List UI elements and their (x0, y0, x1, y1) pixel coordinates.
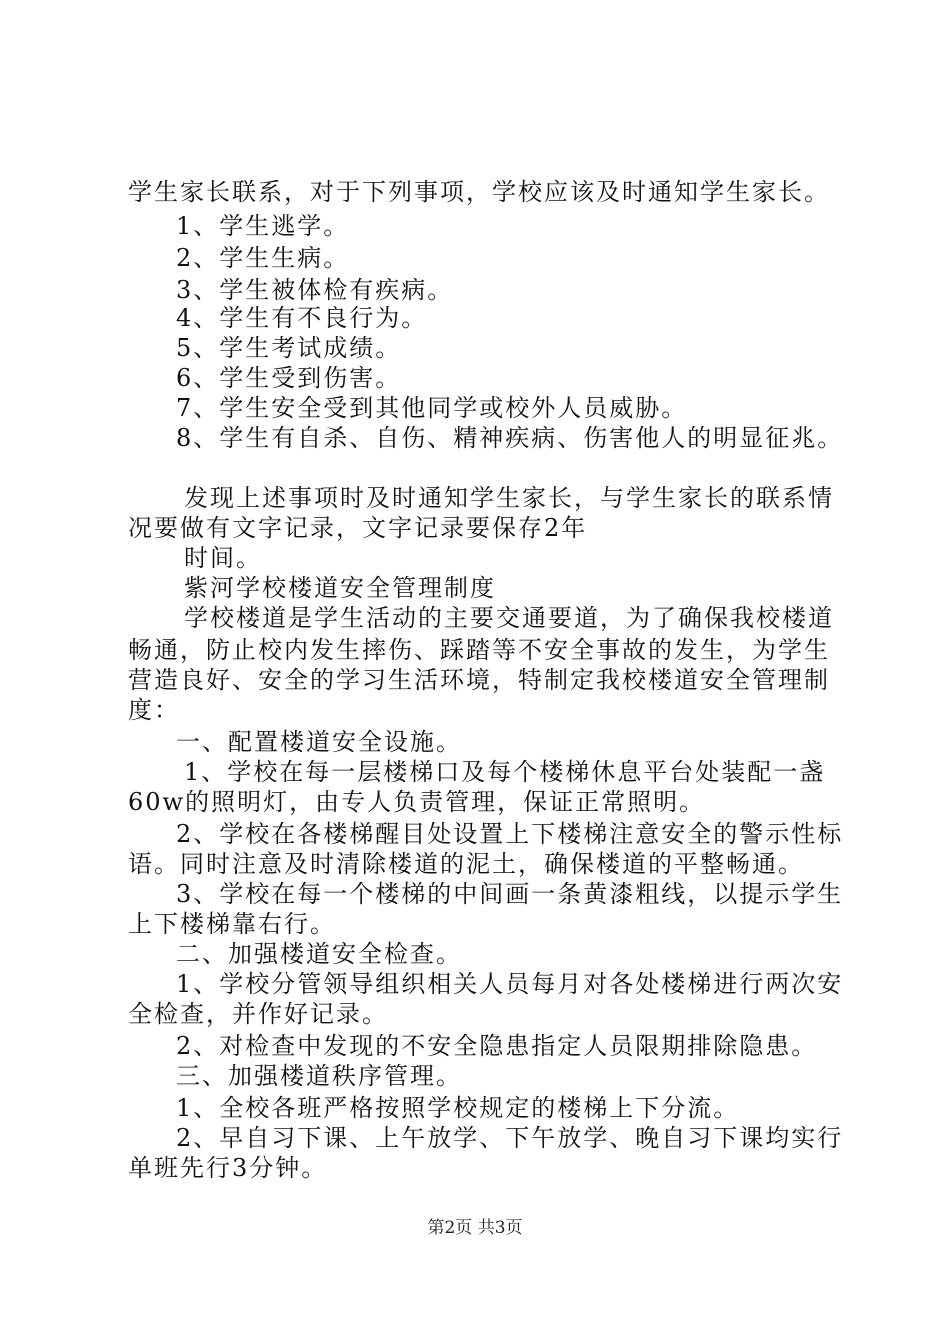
body-line: 3、学校在每一个楼梯的中间画一条黄漆粗线，以提示学生 (176, 880, 844, 908)
heading: 三、加强楼道秩序管理。 (176, 1062, 462, 1090)
body-line: 营造良好、安全的学习生活环境，特制定我校楼道安全管理制 (128, 666, 830, 694)
list-item: 2、学生生病。 (176, 244, 350, 272)
heading: 一、配置楼道安全设施。 (176, 728, 462, 756)
body-line: 2、对检查中发现的不安全隐患指定人员限期排除隐患。 (176, 1032, 818, 1060)
heading: 二、加强楼道安全检查。 (176, 940, 462, 968)
body-line: 单班先行3分钟。 (128, 1154, 328, 1182)
body-line: 况要做有文字记录，文字记录要保存2年 (128, 514, 588, 542)
body-line: 1、学校分管领导组织相关人员每月对各处楼梯进行两次安 (176, 970, 844, 998)
page-footer: 第2页 共3页 (427, 1218, 523, 1238)
list-item: 4、学生有不良行为。 (176, 304, 428, 332)
list-item: 7、学生安全受到其他同学或校外人员威胁。 (176, 394, 688, 422)
list-item: 1、学生逃学。 (176, 212, 350, 240)
body-line: 60w的照明灯，由专人负责管理，保证正常照明。 (128, 788, 706, 816)
body-line: 2、早自习下课、上午放学、下午放学、晚自习下课均实行 (176, 1124, 844, 1152)
body-line: 度： (128, 696, 180, 724)
body-line: 1、全校各班严格按照学校规定的楼梯上下分流。 (176, 1094, 740, 1122)
body-line: 全检查，并作好记录。 (128, 1000, 388, 1028)
list-item: 6、学生受到伤害。 (176, 364, 402, 392)
body-line: 学生家长联系，对于下列事项，学校应该及时通知学生家长。 (128, 178, 830, 206)
body-line: 2、学校在各楼梯醒目处设置上下楼梯注意安全的警示性标 (176, 820, 844, 848)
body-line: 上下楼梯靠右行。 (128, 910, 336, 938)
body-line: 畅通，防止校内发生摔伤、踩踏等不安全事故的发生，为学生 (128, 636, 830, 664)
body-line: 发现上述事项时及时通知学生家长，与学生家长的联系情 (184, 484, 834, 512)
section-title: 紫河学校楼道安全管理制度 (184, 574, 496, 602)
list-item: 5、学生考试成绩。 (176, 334, 402, 362)
body-line: 语。同时注意及时清除楼道的泥土，确保楼道的平整畅通。 (128, 850, 804, 878)
body-line: 1、学校在每一层楼梯口及每个楼梯休息平台处装配一盏 (184, 758, 826, 786)
list-item: 8、学生有自杀、自伤、精神疾病、伤害他人的明显征兆。 (176, 424, 844, 452)
list-item: 3、学生被体检有疾病。 (176, 276, 454, 304)
body-line: 时间。 (184, 544, 262, 572)
body-line: 学校楼道是学生活动的主要交通要道，为了确保我校楼道 (184, 604, 834, 632)
